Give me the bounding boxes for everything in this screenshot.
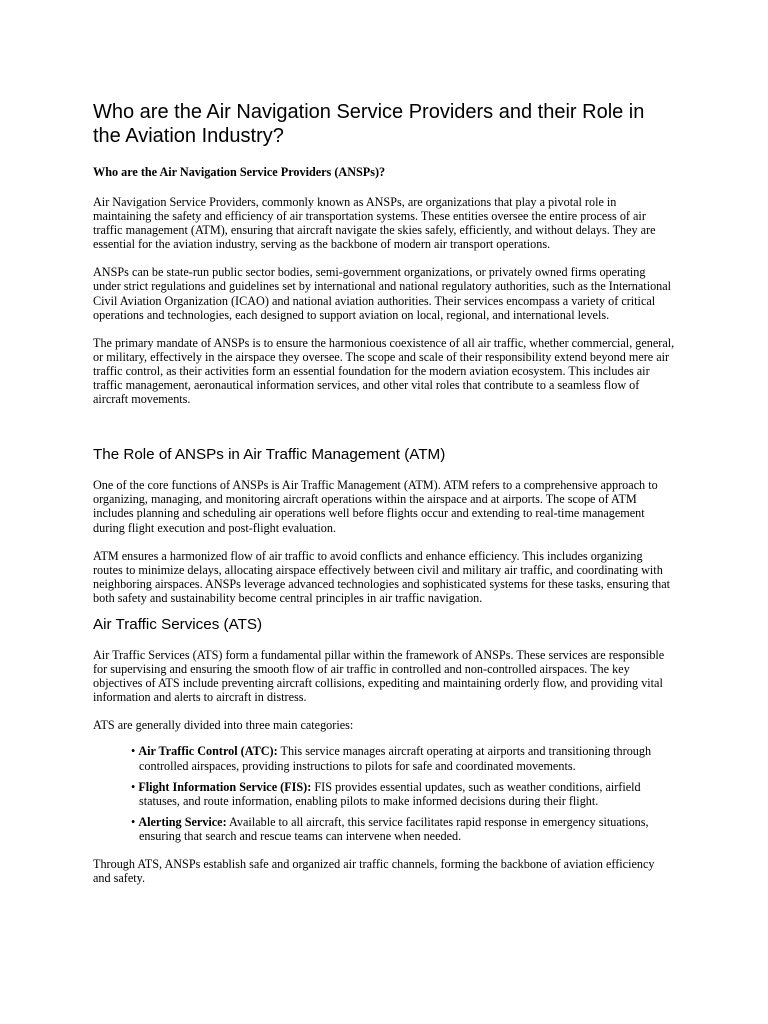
atm-section-heading: The Role of ANSPs in Air Traffic Management (ATM) <box>93 446 446 464</box>
list-item <box>123 744 675 772</box>
list-item-desc: This service manages aircraft operating at airports and transitioning through controlled airspaces, providing instructions to pilots for safe and coordinated movements. <box>139 744 652 773</box>
list-item-term: Air Traffic Control (ATC): <box>138 744 278 759</box>
bullet-marker: • <box>131 744 136 759</box>
ats-paragraph: Air Traffic Services (ATS) form a fundamental pillar within the framework of ANSPs. These services are responsible for supervising and ensuring the smooth flow of air traffic in controlled and non-controlled airspaces. The key objectives of ATS include preventing aircraft collisions, expediting and maintaining orderly flow, and providing vital information and alerts to aircraft in distress. <box>93 647 665 705</box>
atm-paragraph-1: One of the core functions of ANSPs is Air Traffic Management (ATM). ATM refers to a comprehensive approach to organizing, managing, and monitoring aircraft operations within the airspace and at airports. The scope of ATM includes planning and scheduling air operations well before flights occur and extending to real-time management during flight execution and post-flight evaluation. <box>93 478 658 535</box>
ats-categories-intro: ATS are generally divided into three main categories: <box>93 718 354 733</box>
bullet-marker: • <box>131 779 136 794</box>
list-item-desc: FIS provides essential updates, such as weather conditions, airfield statuses, and route information, enabling pilots to make informed decisions during their flight. <box>139 779 641 808</box>
list-item-desc: Available to all aircraft, this service facilitates rapid response in emergency situations, ensuring that search and rescue teams can intervene when needed. <box>139 814 649 843</box>
list-item <box>123 815 675 843</box>
list-item-term: Flight Information Service (FIS): <box>138 779 312 794</box>
intro-paragraph-3: The primary mandate of ANSPs is to ensure the harmonious coexistence of all air traffic, whether commercial, general, or military, effectively in the airspace they oversee. The scope and scale of their responsibility extend beyond mere air traffic control, as their activities form an essential foundation for the modern aviation ecosystem. This includes air traffic management, aeronautical information services, and other vital roles that contribute to a seamless flow of aircraft movements. <box>93 335 675 407</box>
document-title: Who are the Air Navigation Service Providers and their Role in the Aviation Industry? <box>93 101 645 147</box>
atm-paragraph-2: ATM ensures a harmonized flow of air traffic to avoid conflicts and enhance efficiency. This includes organizing routes to minimize delays, allocating airspace effectively between civil and military air traffic, and coordinating with neighboring airspaces. ANSPs leverage advanced technologies and sophisticated systems for these tasks, ensuring that both safety and sustainability become central principles in air traffic navigation. <box>93 548 671 605</box>
ats-section-heading: Air Traffic Services (ATS) <box>93 615 263 633</box>
list-item-term: Alerting Service: <box>138 814 227 829</box>
intro-heading: Who are the Air Navigation Service Providers (ANSPs)? <box>93 165 386 179</box>
intro-paragraph-2: ANSPs can be state-run public sector bodies, semi-government organizations, or privately owned firms operating under strict regulations and guidelines set by international and national regulatory authorities, such as the International Civil Aviation Organization (ICAO) and national aviation authorities. Their services encompass a variety of critical operations and technologies, each designed to support aviation on local, regional, and international levels. <box>93 265 672 322</box>
ats-closing-paragraph: Through ATS, ANSPs establish safe and organized air traffic channels, forming the backbone of aviation efficiency and safety. <box>93 857 655 886</box>
bullet-marker: • <box>131 814 136 829</box>
document-page <box>93 100 675 899</box>
intro-paragraph-1: Air Navigation Service Providers, commonly known as ANSPs, are organizations that play a pivotal role in maintaining the safety and efficiency of air transportation systems. These entities oversee the entire process of air traffic management (ATM), ensuring that aircraft navigate the skies safely, efficiently, and without delays. They are essential for the aviation industry, serving as the backbone of modern air transport operations. <box>93 195 656 252</box>
list-item <box>123 780 675 808</box>
ats-categories-list <box>93 744 675 843</box>
